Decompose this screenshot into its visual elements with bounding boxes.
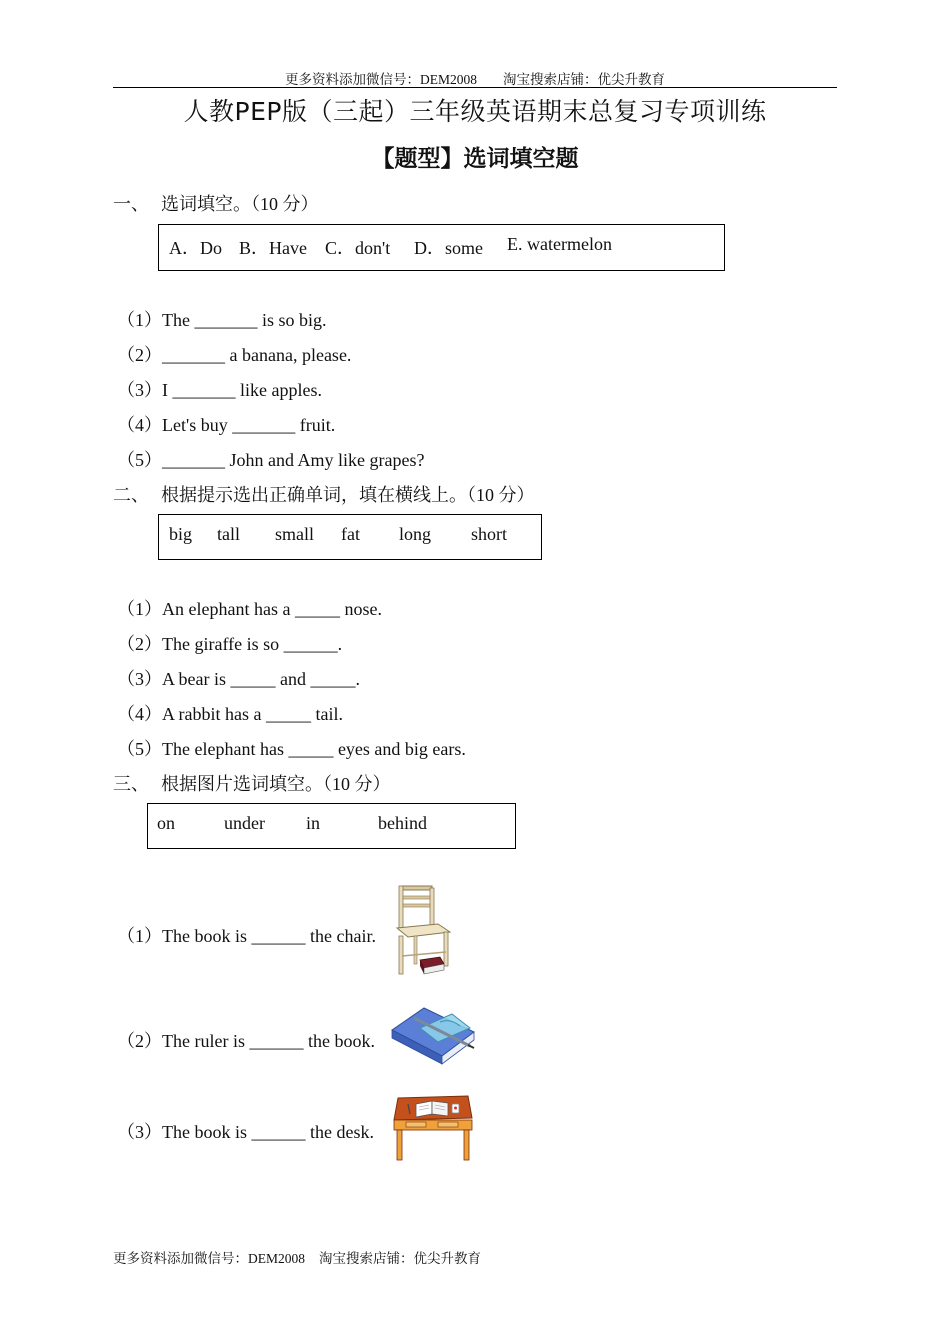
word-option: behind [378,813,427,833]
question: （1）An elephant has a _____ nose. [117,599,382,619]
header-shop: 淘宝搜索店铺：优尖升教育 [503,72,665,87]
word-option: under [224,813,265,833]
question: （4）A rabbit has a _____ tail. [117,704,343,724]
word-bank-3 [147,803,516,849]
section-number: 三、 [113,774,149,794]
section-instruction: 根据图片选词填空。（10 分） [161,774,391,794]
question: （2）The giraffe is so ______. [117,634,343,654]
section-instruction: 根据提示选出正确单词，填在横线上。（10 分） [161,485,535,505]
page-title: 人教PEP版（三起）三年级英语期末总复习专项训练 [183,97,767,126]
word-bank-1 [158,224,725,271]
word-option: in [306,813,321,833]
question: （1）The _______ is so big. [117,310,327,330]
section-number: 二、 [113,485,149,505]
footer-note [113,1247,481,1267]
book-on-desk-illustration [392,1092,474,1164]
section-2-heading [113,481,535,507]
question: （3）I _______ like apples. [117,380,322,400]
question: （5）_______ John and Amy like grapes? [117,450,425,470]
word-option: short [471,524,507,544]
ruler-on-book-illustration [390,1002,478,1068]
chair-with-book-illustration [392,884,458,980]
word-option: tall [217,524,240,544]
word-option: big [169,524,193,544]
section-instruction: 选词填空。（10 分） [161,194,319,214]
word-bank-2 [158,514,542,560]
header-note [0,68,950,88]
question: （2）_______ a banana, please. [117,345,352,365]
question: （1）The book is ______ the chair. [117,926,376,946]
footer-shop: 淘宝搜索店铺：优尖升教育 [319,1251,481,1266]
page-subtitle: 【题型】选词填空题 [371,146,579,172]
header-wechat: 更多资料添加微信号：DEM2008 [285,72,477,87]
word-option: fat [341,524,360,544]
question: （5）The elephant has _____ eyes and big ears. [117,739,466,759]
section-1-heading [113,190,319,216]
cup-icon [452,1104,459,1113]
section-number: 一、 [113,194,149,214]
header-divider [113,87,837,88]
question: （3）A bear is _____ and _____. [117,669,360,689]
word-option: D．some [414,238,483,258]
book-icon [420,957,444,974]
word-option: E. watermelon [507,234,612,254]
word-option: small [275,524,314,544]
question: （4）Let's buy _______ fruit. [117,415,336,435]
section-3-heading [113,770,391,796]
word-option: on [157,813,175,833]
word-option: A．Do [169,238,222,258]
word-option: long [399,524,432,544]
footer-wechat: 更多资料添加微信号：DEM2008 [113,1251,305,1266]
word-option: C．don't [325,238,391,258]
word-option: B．Have [239,238,307,258]
question: （3）The book is ______ the desk. [117,1122,374,1142]
question: （2）The ruler is ______ the book. [117,1031,375,1051]
